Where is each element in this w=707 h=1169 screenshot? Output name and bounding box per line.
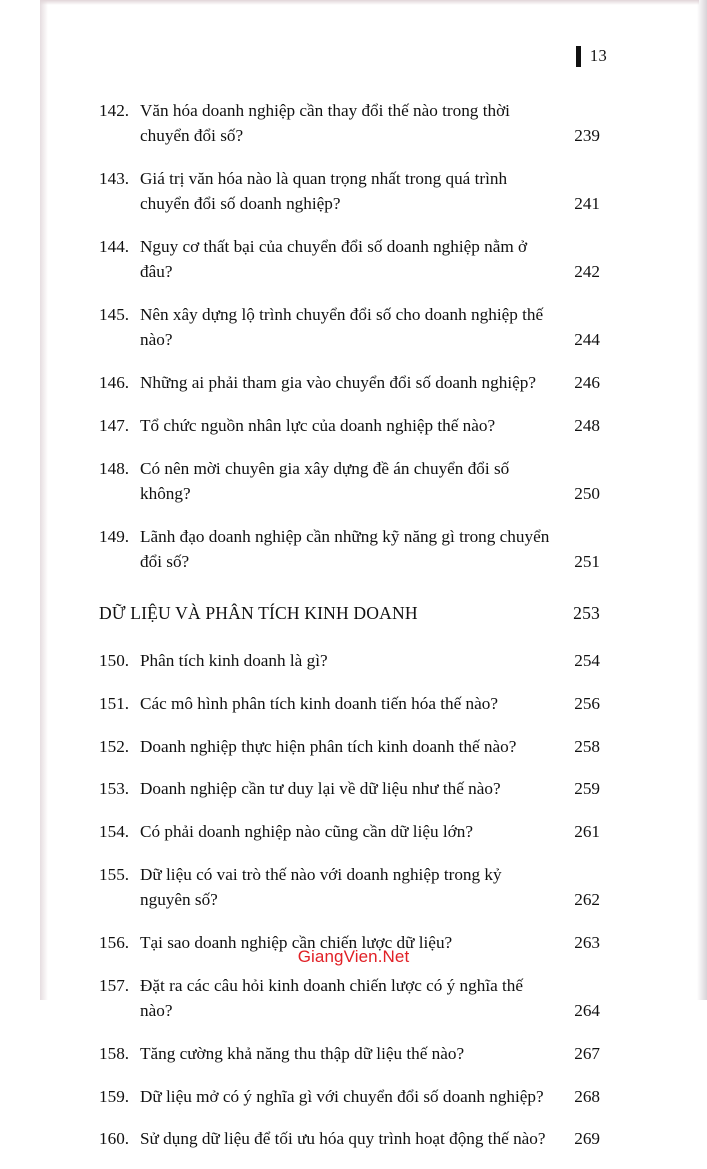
page-folio-number: 13 bbox=[589, 46, 607, 66]
toc-entry-number: 154. bbox=[99, 822, 130, 842]
toc-entry-number: 148. bbox=[99, 458, 130, 478]
toc-entry[interactable] bbox=[99, 691, 600, 716]
toc-entry-number: 146. bbox=[99, 373, 130, 393]
site-watermark: GiangVien.Net bbox=[297, 947, 410, 966]
toc-entry-page: 261 bbox=[574, 822, 600, 842]
toc-entry-number: 147. bbox=[99, 416, 130, 436]
toc-entry-title: Có nên mời chuyên gia xây dựng đề án chuyển đổi số không? bbox=[140, 458, 510, 504]
toc-entry[interactable] bbox=[99, 648, 600, 673]
toc-entry[interactable] bbox=[99, 234, 600, 285]
toc-entry-page: 250 bbox=[574, 484, 600, 504]
toc-entry-title: Đặt ra các câu hỏi kinh doanh chiến lược có ý nghĩa thế nào? bbox=[140, 975, 524, 1021]
toc-entry-title: Doanh nghiệp thực hiện phân tích kinh doanh thế nào? bbox=[140, 736, 517, 756]
toc-entry-page: 269 bbox=[574, 1129, 600, 1149]
toc-entry-page: 256 bbox=[574, 693, 600, 713]
toc-entry-page: 262 bbox=[574, 890, 600, 910]
toc-entry-title: Lãnh đạo doanh nghiệp cần những kỹ năng gì trong chuyển đổi số? bbox=[140, 526, 550, 572]
toc-section-title: DỮ LIỆU VÀ PHÂN TÍCH KINH DOANH bbox=[99, 603, 418, 624]
toc-entry[interactable] bbox=[99, 370, 600, 395]
toc-entry-page: 248 bbox=[574, 416, 600, 436]
toc-entry-title: Tại sao doanh nghiệp cần chiến lược dữ liệu? bbox=[140, 933, 453, 953]
toc-section-heading[interactable] bbox=[99, 601, 600, 626]
toc-entry[interactable] bbox=[99, 98, 600, 149]
toc-entry-page: 244 bbox=[574, 330, 600, 350]
toc-entry-title: Doanh nghiệp cần tư duy lại về dữ liệu như thế nào? bbox=[140, 779, 501, 799]
toc-entry-number: 155. bbox=[99, 864, 130, 884]
toc-entry-title: Nên xây dựng lộ trình chuyển đổi số cho doanh nghiệp thế nào? bbox=[140, 305, 544, 350]
toc-entry-number: 151. bbox=[99, 693, 130, 713]
toc-entry-number: 150. bbox=[99, 651, 130, 671]
toc-entry-title: Giá trị văn hóa nào là quan trọng nhất trong quá trình chuyển đổi số doanh nghiệp? bbox=[140, 169, 508, 214]
toc-entry-title: Tăng cường khả năng thu thập dữ liệu thế nào? bbox=[140, 1043, 465, 1063]
toc-entry[interactable] bbox=[99, 302, 600, 353]
table-of-contents bbox=[99, 98, 600, 1169]
toc-entry-page: 239 bbox=[574, 126, 600, 146]
toc-entry-number: 149. bbox=[99, 526, 130, 546]
toc-entry-number: 157. bbox=[99, 975, 130, 995]
toc-entry-number: 160. bbox=[99, 1129, 130, 1149]
scan-edge-left bbox=[40, 0, 48, 1000]
toc-entry[interactable] bbox=[99, 973, 600, 1024]
toc-entry-title: Có phải doanh nghiệp nào cũng cần dữ liệu lớn? bbox=[140, 822, 473, 842]
toc-entry-number: 152. bbox=[99, 736, 130, 756]
toc-entry-title: Dữ liệu có vai trò thế nào với doanh nghiệp trong kỷ nguyên số? bbox=[140, 864, 502, 910]
toc-entry-page: 263 bbox=[574, 933, 600, 953]
toc-entry[interactable] bbox=[99, 862, 600, 913]
scan-edge-top bbox=[40, 0, 699, 5]
toc-entry-title: Những ai phải tham gia vào chuyển đổi số doanh nghiệp? bbox=[140, 373, 536, 393]
toc-entry-page: 267 bbox=[574, 1043, 600, 1063]
toc-entry-page: 268 bbox=[574, 1086, 600, 1106]
toc-entry-title: Nguy cơ thất bại của chuyển đổi số doanh nghiệp nằm ở đâu? bbox=[140, 237, 528, 282]
toc-entry[interactable] bbox=[99, 166, 600, 217]
toc-entry-number: 153. bbox=[99, 779, 130, 799]
toc-section-page: 253 bbox=[573, 603, 600, 624]
toc-entry-page: 258 bbox=[574, 736, 600, 756]
toc-entry[interactable] bbox=[99, 776, 600, 801]
toc-entry[interactable] bbox=[99, 1084, 600, 1109]
toc-entry-page: 259 bbox=[574, 779, 600, 799]
toc-entry-title: Sử dụng dữ liệu để tối ưu hóa quy trình hoạt động thế nào? bbox=[140, 1129, 546, 1149]
toc-entry[interactable] bbox=[99, 524, 600, 575]
toc-entry-number: 159. bbox=[99, 1086, 130, 1106]
toc-entry[interactable] bbox=[99, 1041, 600, 1066]
toc-entry-title: Phân tích kinh doanh là gì? bbox=[140, 651, 328, 671]
toc-entry-number: 143. bbox=[99, 169, 130, 189]
toc-entry-title: Văn hóa doanh nghiệp cần thay đổi thế nào trong thời chuyển đổi số? bbox=[140, 101, 510, 146]
toc-entry-title: Tổ chức nguồn nhân lực của doanh nghiệp thế nào? bbox=[140, 416, 496, 436]
toc-entry-title: Dữ liệu mở có ý nghĩa gì với chuyển đổi số doanh nghiệp? bbox=[140, 1086, 544, 1106]
toc-entry-page: 251 bbox=[574, 552, 600, 572]
toc-entry[interactable] bbox=[99, 734, 600, 759]
toc-entry[interactable] bbox=[99, 456, 600, 507]
toc-entry-title: Các mô hình phân tích kinh doanh tiến hóa thế nào? bbox=[140, 693, 498, 713]
toc-entry-page: 254 bbox=[574, 651, 600, 671]
running-head bbox=[576, 46, 607, 67]
toc-entry-number: 158. bbox=[99, 1043, 130, 1063]
toc-entry-page: 241 bbox=[574, 194, 600, 214]
scan-edge-right bbox=[697, 0, 707, 1000]
toc-entry-number: 156. bbox=[99, 933, 130, 953]
toc-entry[interactable] bbox=[99, 413, 600, 438]
toc-entry-page: 246 bbox=[574, 373, 600, 393]
toc-entry[interactable] bbox=[99, 819, 600, 844]
toc-entry-number: 144. bbox=[99, 237, 130, 257]
toc-entry[interactable] bbox=[99, 1126, 600, 1151]
toc-entry-number: 145. bbox=[99, 305, 130, 325]
toc-entry-page: 242 bbox=[574, 262, 600, 282]
toc-entry-number: 142. bbox=[99, 101, 130, 120]
toc-entry-page: 264 bbox=[574, 1001, 600, 1021]
page-marker-bar-icon bbox=[576, 46, 581, 67]
